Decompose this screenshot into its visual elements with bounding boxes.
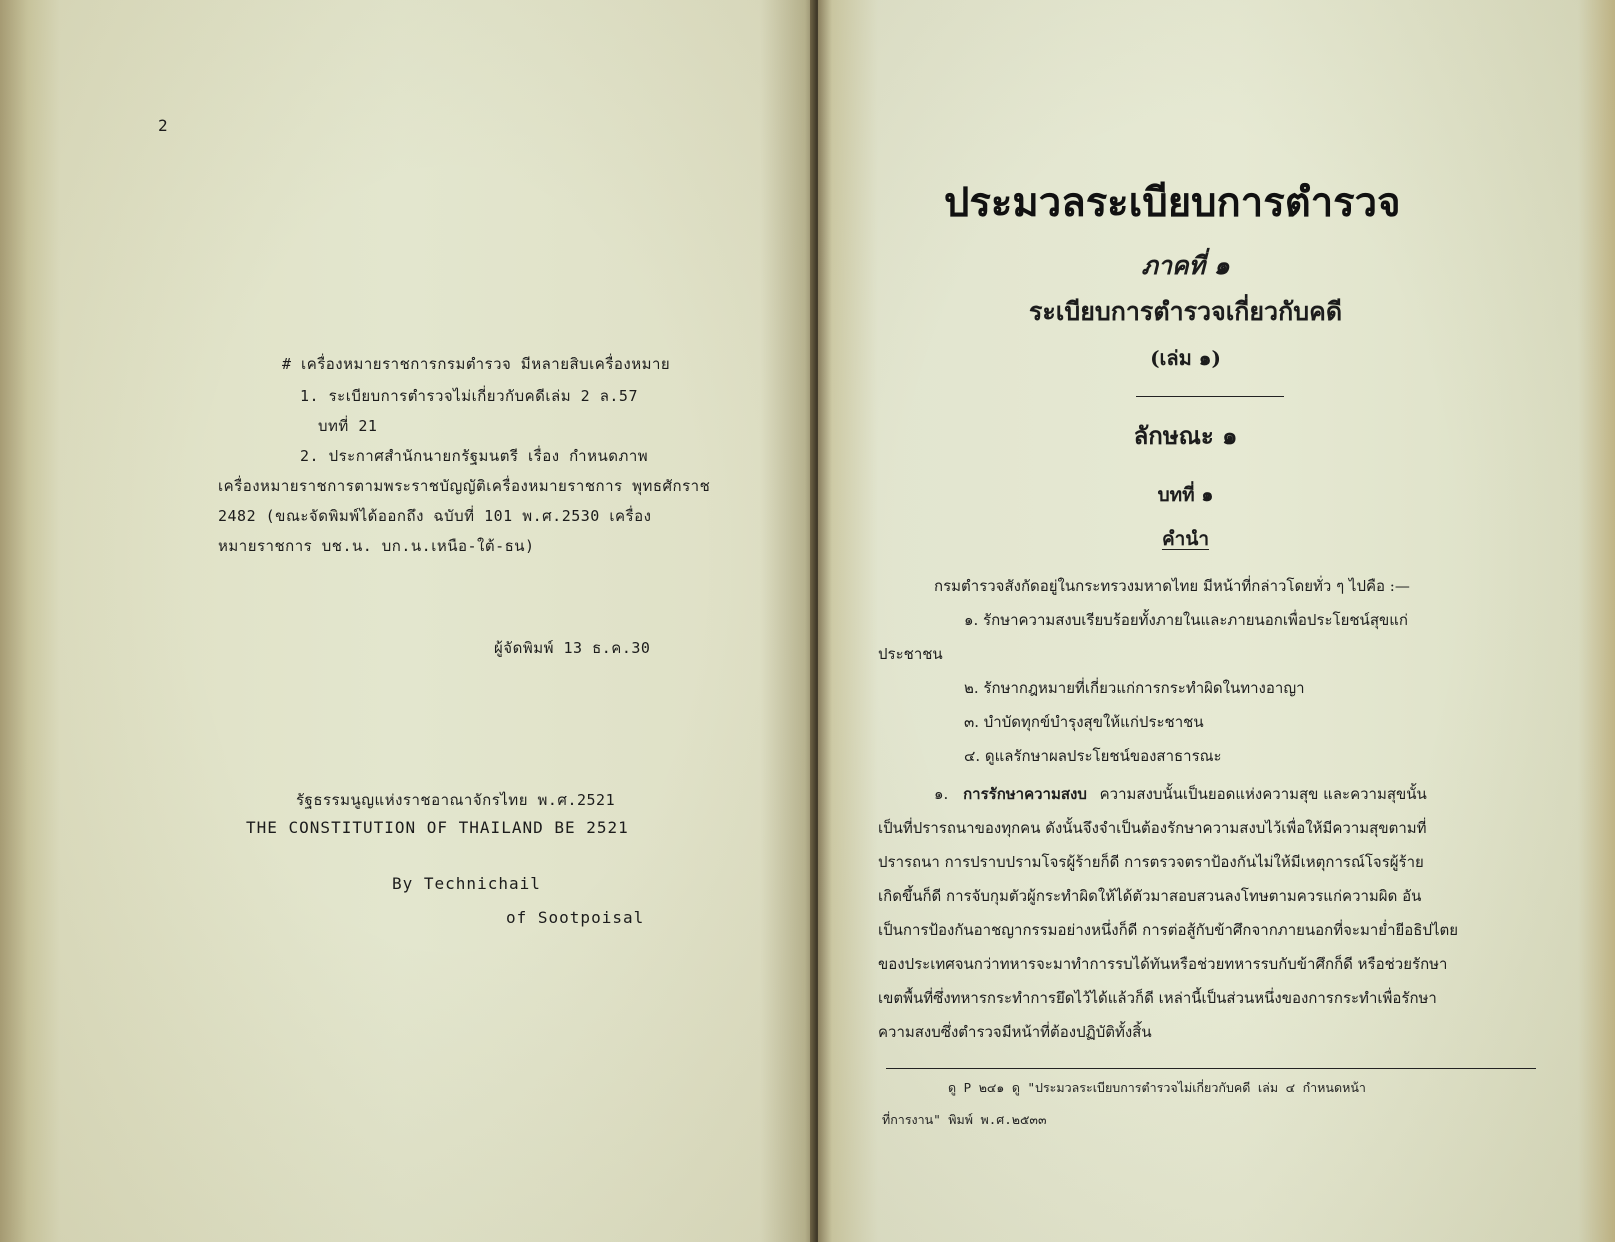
by-line: By Technichail bbox=[392, 874, 541, 893]
paragraph-first-line bbox=[934, 782, 1427, 806]
of-line: of Sootpoisal bbox=[506, 908, 645, 927]
note-line: # เครื่องหมายราชการกรมตำรวจ มีหลายสิบเครื่องหมาย bbox=[282, 355, 671, 373]
footnote-divider bbox=[886, 1068, 1536, 1069]
paragraph-line: ของประเทศจนกว่าทหารจะมาทำการรบได้ทันหรือช่วยทหารรบกับข้าศึกก็ดี หรือช่วยรักษา bbox=[878, 955, 1448, 973]
page-number: 2 bbox=[158, 116, 169, 135]
chapter-heading: บทที่ ๑ bbox=[1157, 484, 1214, 506]
duty-item: ๓. บำบัดทุกข์บำรุงสุขให้แก่ประชาชน bbox=[964, 713, 1204, 731]
preface-heading: คำนำ bbox=[1161, 528, 1210, 550]
note-item-1-cont: บทที่ 21 bbox=[318, 417, 378, 435]
subtitle: ระเบียบการตำรวจเกี่ยวกับคดี bbox=[1028, 297, 1343, 326]
note-item-2-cont: 2482 (ขณะจัดพิมพ์ได้ออกถึง ฉบับที่ 101 พ.ศ.2530 เครื่อง bbox=[218, 507, 652, 525]
publisher-line: ผู้จัดพิมพ์ 13 ธ.ค.30 bbox=[494, 639, 651, 657]
note-item-2-cont: เครื่องหมายราชการตามพระราชบัญญัติเครื่องหมายราชการ พุทธศักราช bbox=[218, 477, 711, 495]
duty-item: ๒. รักษากฎหมายที่เกี่ยวแก่การกระทำผิดในทางอาญา bbox=[964, 679, 1305, 697]
note-item-1: 1. ระเบียบการตำรวจไม่เกี่ยวกับคดีเล่ม 2 ล.57 bbox=[300, 387, 638, 405]
footnote-line: ดู P ๒๔๑ ดู "ประมวลระเบียบการตำรวจไม่เกี่ยวกับคดี เล่ม ๔ กำหนดหน้า bbox=[948, 1080, 1366, 1095]
footnote-line-cont: ที่การงาน" พิมพ์ พ.ศ.๒๕๓๓ bbox=[882, 1112, 1047, 1127]
paragraph-line: เป็นที่ปรารถนาของทุกคน ดังนั้นจึงจำเป็นต้องรักษาความสงบไว้เพื่อให้มีความสุขตามที่ bbox=[878, 819, 1427, 837]
duty-item-cont: ประชาชน bbox=[878, 645, 943, 663]
duty-item: ๑. รักษาความสงบเรียบร้อยทั้งภายในและภายนอกเพื่อประโยชน์สุขแก่ bbox=[964, 611, 1408, 629]
duty-item: ๔. ดูแลรักษาผลประโยชน์ของสาธารณะ bbox=[964, 747, 1222, 765]
right-page bbox=[818, 0, 1615, 1242]
paragraph-line: ปรารถนา การปราบปรามโจรผู้ร้ายก็ดี การตรวจตราป้องกันไม่ให้มีเหตุการณ์โจรผู้ร้าย bbox=[878, 853, 1424, 871]
note-item-2-cont: หมายราชการ บช.น. บก.น.เหนือ-ใต้-ธน) bbox=[218, 537, 535, 555]
volume-label: (เล่ม ๑) bbox=[1150, 346, 1221, 370]
note-item-2: 2. ประกาศสำนักนายกรัฐมนตรี เรื่อง กำหนดภาพ bbox=[300, 447, 649, 465]
part-heading: ภาคที่ ๑ bbox=[1141, 251, 1230, 280]
paragraph-text: ความสงบนั้นเป็นยอดแห่งความสุข และความสุขนั้น bbox=[1099, 785, 1427, 803]
paragraph-line: ความสงบซึ่งตำรวจมีหน้าที่ต้องปฏิบัติทั้งสิ้น bbox=[878, 1023, 1152, 1041]
title-divider bbox=[1136, 396, 1284, 397]
intro-line: กรมตำรวจสังกัดอยู่ในกระทรวงมหาดไทย มีหน้าที่กล่าวโดยทั่ว ๆ ไปคือ :— bbox=[934, 577, 1410, 595]
constitution-thai-title: รัฐธรรมนูญแห่งราชอาณาจักรไทย พ.ศ.2521 bbox=[296, 791, 616, 809]
paragraph-heading: การรักษาความสงบ bbox=[963, 785, 1087, 803]
paragraph-line: เขตพื้นที่ซึ่งทหารกระทำการยึดไว้ได้แล้วก็ดี เหล่านี้เป็นส่วนหนึ่งของการกระทำเพื่อรักษา bbox=[878, 989, 1437, 1007]
paragraph-line: เกิดขึ้นก็ดี การจับกุมตัวผู้กระทำผิดให้ได้ตัวมาสอบสวนลงโทษตามควรแก่ความผิด อัน bbox=[878, 887, 1422, 905]
paragraph-line: เป็นการป้องกันอาชญากรรมอย่างหนึ่งก็ดี การต่อสู้กับข้าศึกจากภายนอกที่จะมาย่ำยีอธิปไตย bbox=[878, 921, 1459, 939]
paragraph-number: ๑. bbox=[934, 785, 949, 803]
constitution-english-title: THE CONSTITUTION OF THAILAND BE 2521 bbox=[246, 818, 629, 837]
section-heading: ลักษณะ ๑ bbox=[1133, 421, 1238, 450]
main-title: ประมวลระเบียบการตำรวจ bbox=[944, 179, 1401, 226]
